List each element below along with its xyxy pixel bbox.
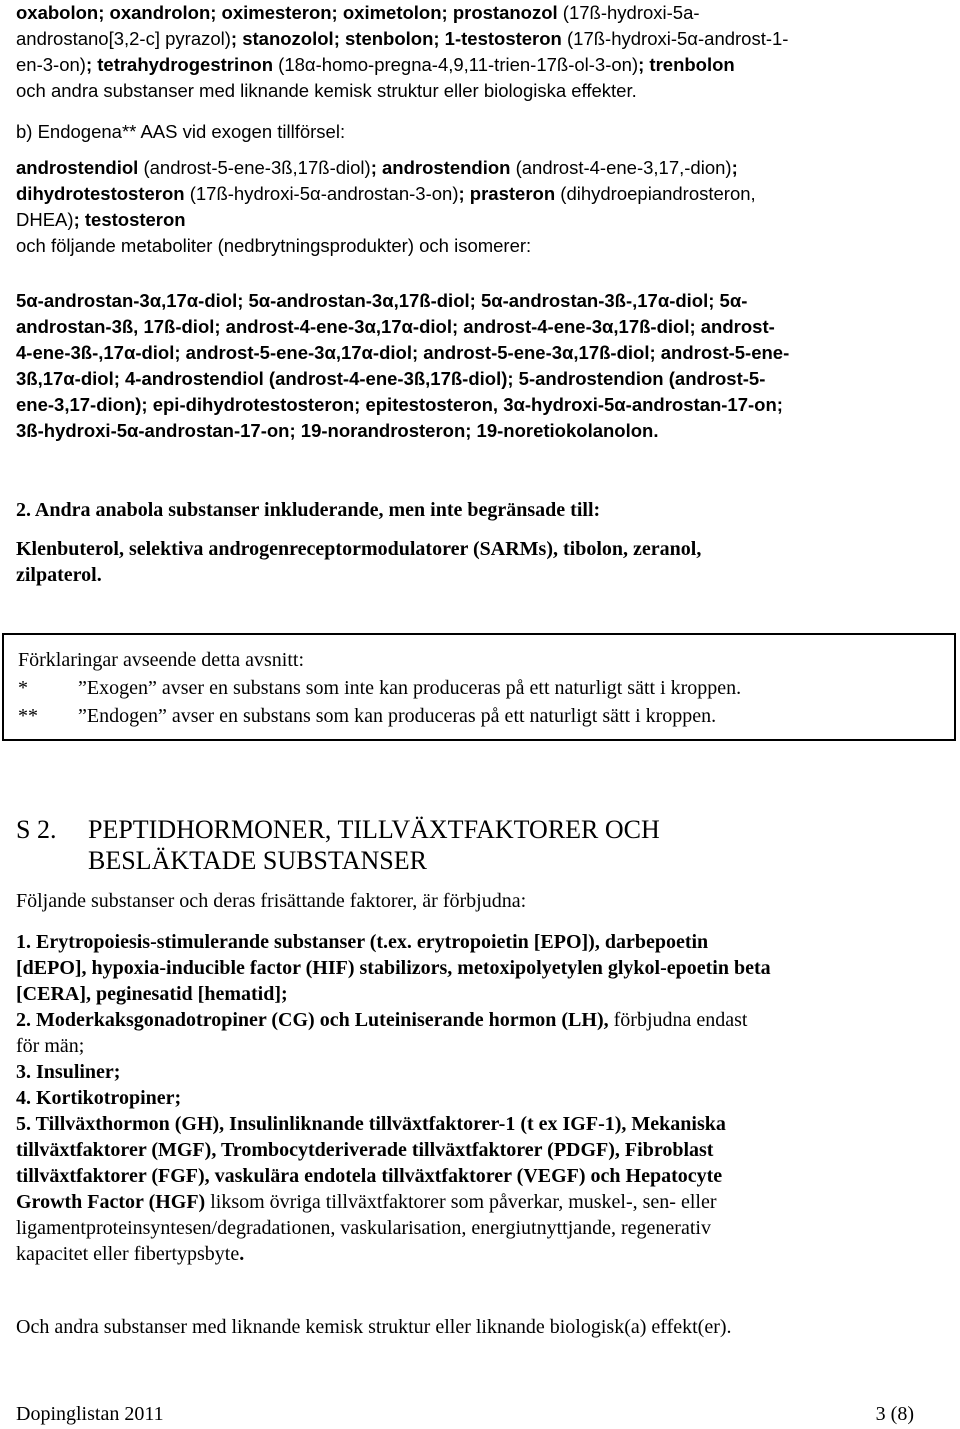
closing-text: Och andra substanser med liknande kemisk struktur eller liknande biologisk(a) effekt(er). xyxy=(16,1316,732,1338)
explanation-box xyxy=(2,633,956,741)
chem-name: (17ß-hydroxi-5α-androstan-3-on) xyxy=(184,183,459,204)
list-item-1: [dEPO], hypoxia-inducible factor (HIF) stabilizors, metoxipolyetylen glykol-epoetin beta xyxy=(16,957,771,979)
metabolites-line: ene-3,17-dion); epi-dihydrotestosteron; epitestosteron, 3α-hydroxi-5α-androstan-17-on; xyxy=(16,394,783,415)
substance-list-line: Klenbuterol, selektiva androgenreceptormodulatorer (SARMs), tibolon, zeranol, xyxy=(16,538,702,560)
substance-name: ; prasteron xyxy=(458,183,556,204)
metabolites-line: 5α-androstan-3α,17α-diol; 5α-androstan-3α,17ß-diol; 5α-androstan-3ß-,17α-diol; 5α- xyxy=(16,290,748,311)
other-anabolic-list xyxy=(16,536,946,588)
chem-name: DHEA) xyxy=(16,209,74,230)
list-item-4: 4. Kortikotropiner; xyxy=(16,1087,182,1109)
defined-term: Exogen xyxy=(86,677,148,699)
endogenous-heading xyxy=(16,119,946,145)
substance-list-line: zilpaterol. xyxy=(16,564,102,586)
list-item-5: tillväxtfaktorer (FGF), vaskulära endotela tillväxtfaktorer (VEGF) och Hepatocyte xyxy=(16,1165,723,1187)
list-item-2-note: för män; xyxy=(16,1035,85,1057)
metabolites-intro: och följande metaboliter (nedbrytningsprodukter) och isomerer: xyxy=(16,235,532,256)
definition-text: avser en substans som kan produceras på ett naturligt sätt i kroppen. xyxy=(166,705,717,727)
explanation-item-exogen xyxy=(18,677,741,700)
section-code: S 2. xyxy=(16,815,57,844)
substance-names: oxabolon; oxandrolon; oximesteron; oximetolon; prostanozol xyxy=(16,2,558,23)
metabolites-list xyxy=(16,288,946,444)
list-item-1: 1. Erytropoiesis-stimulerande substanser (t.ex. erytropoietin [EPO]), darbepoetin xyxy=(16,931,709,953)
footer-page-number: 3 (8) xyxy=(875,1403,914,1425)
list-item-5: 5. Tillväxthormon (GH), Insulinliknande tillväxtfaktorer-1 (t ex IGF-1), Mekaniska xyxy=(16,1113,726,1135)
section-title-line1: PEPTIDHORMONER, TILLVÄXTFAKTORER OCH xyxy=(88,815,660,844)
list-item-5-period: . xyxy=(239,1243,245,1265)
substance-name: androstendiol xyxy=(16,157,139,178)
anabolic-list-continuation xyxy=(16,0,946,104)
substance-name: ; androstendion xyxy=(370,157,511,178)
list-item-2-note: förbjudna endast xyxy=(608,1009,748,1031)
list-item-5-text: liksom övriga tillväxtfaktorer som påverkar, muskel-, sen- eller xyxy=(205,1191,717,1213)
chem-name: (dihydroepiandrosteron, xyxy=(555,183,756,204)
item-title: Andra anabola substanser inkluderande, men inte begränsade till: xyxy=(31,499,601,521)
explanation-title: Förklaringar avseende detta avsnitt: xyxy=(18,649,305,671)
chem-name: (androst-5-ene-3ß,17ß-diol) xyxy=(138,157,371,178)
list-item-5-text: kapacitet eller fibertypsbyte xyxy=(16,1243,240,1265)
similar-substances-note: och andra substanser med liknande kemisk struktur eller biologiska effekter. xyxy=(16,80,637,101)
section-title-line2: BESLÄKTADE SUBSTANSER xyxy=(88,846,427,875)
separator: ; xyxy=(731,157,738,178)
quote-open: ” xyxy=(78,677,87,699)
chem-name: (androst-4-ene-3,17,-dion) xyxy=(510,157,732,178)
s2-closing xyxy=(16,1314,946,1340)
footnote-marker: ** xyxy=(18,705,38,727)
list-item-1: [CERA], peginesatid [hematid]; xyxy=(16,983,288,1005)
s2-intro xyxy=(16,888,946,914)
quote-close: ” xyxy=(147,677,157,699)
defined-term: Endogen xyxy=(86,705,158,727)
quote-open: ” xyxy=(78,705,87,727)
metabolites-line: androstan-3ß, 17ß-diol; androst-4-ene-3α,17α-diol; androst-4-ene-3α,17ß-diol; androst- xyxy=(16,316,775,337)
list-item-3: 3. Insuliner; xyxy=(16,1061,121,1083)
footnote-marker: * xyxy=(18,677,28,699)
chem-name: (18α-homo-pregna-4,9,11-trien-17ß-ol-3-on) xyxy=(273,54,639,75)
chem-name: en-3-on) xyxy=(16,54,86,75)
substance-name: dihydrotestosteron xyxy=(16,183,185,204)
list-item-5: tillväxtfaktorer (MGF), Trombocytderiverade tillväxtfaktorer (PDGF), Fibroblast xyxy=(16,1139,714,1161)
substance-names: ; trenbolon xyxy=(638,54,735,75)
definition-text: avser en substans som inte kan produceras på ett naturligt sätt i kroppen. xyxy=(156,677,742,699)
metabolites-line: 3ß-hydroxi-5α-androstan-17-on; 19-norandrosteron; 19-noretiokolanolon. xyxy=(16,420,659,441)
quote-close: ” xyxy=(157,705,167,727)
list-item-5: Growth Factor (HGF) xyxy=(16,1191,206,1213)
item-number: 2. xyxy=(16,499,31,521)
chem-name: (17ß-hydroxi-5α-androst-1- xyxy=(561,28,789,49)
metabolites-line: 3ß,17α-diol; 4-androstendiol (androst-4-ene-3ß,17ß-diol); 5-androstendion (androst-5- xyxy=(16,368,766,389)
substance-names: ; stanozolol; stenbolon; 1-testosteron xyxy=(230,28,562,49)
chem-name: (17ß-hydroxi-5a- xyxy=(557,2,700,23)
list-item-5-text: ligamentproteinsyntesen/degradationen, vaskularisation, energiutnyttjande, regenerativ xyxy=(16,1217,711,1239)
section-subheading: b) Endogena** AAS vid exogen tillförsel: xyxy=(16,121,346,142)
other-anabolic-heading xyxy=(16,497,946,523)
list-item-2: 2. Moderkaksgonadotropiner (CG) och Luteiniserande hormon (LH), xyxy=(16,1009,609,1031)
substance-name: ; testosteron xyxy=(73,209,186,230)
metabolites-line: 4-ene-3ß-,17α-diol; androst-5-ene-3α,17α-diol; androst-5-ene-3α,17ß-diol; androst-5-ene- xyxy=(16,342,790,363)
s2-substance-list xyxy=(16,929,946,1267)
explanation-item-endogen xyxy=(18,705,716,728)
substance-names: ; tetrahydrogestrinon xyxy=(85,54,274,75)
chem-name: androstano[3,2-c] pyrazol) xyxy=(16,28,231,49)
footer-document-name: Dopinglistan 2011 xyxy=(16,1403,164,1425)
intro-text: Följande substanser och deras frisättande faktorer, är förbjudna: xyxy=(16,890,527,912)
endogenous-substances xyxy=(16,155,946,259)
